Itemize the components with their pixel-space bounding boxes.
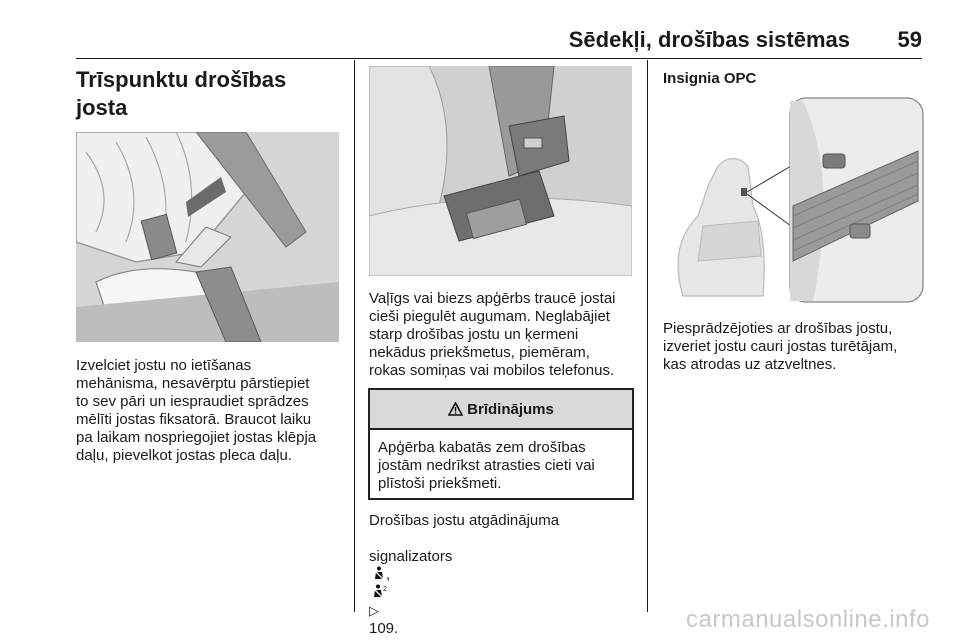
page-header-title: Sēdekļi, drošības sistēmas [568,27,850,52]
clothing-note: Vaļīgs vai biezs apģērbs traucē jostai cieši piegulēt augumam. Neglabājiet starp drošības jostu un ķermeni nekādus priekšmetus, piemēram, rokas somiņas vai mobilos telefonus. [369,290,616,379]
illustration-belt-buckle [369,66,632,276]
watermark-text: carmanualsonline.info [686,606,930,633]
page-reference-icon: ▷ [369,603,379,618]
section-heading: Trīspunktu drošības josta [76,67,287,120]
reminder-separator: , [386,566,391,583]
column-divider-left [354,60,355,612]
middle-column-body [369,290,637,380]
warning-box [368,388,634,500]
reminder-label: signalizators [369,548,453,565]
right-column-body [663,320,935,374]
reminder-line-1: Drošības jostu atgādinājuma [369,512,560,529]
warning-triangle-icon [448,402,463,416]
illustration-buckling-belt [76,132,339,342]
illustration-belt-guide [663,96,925,306]
belt-guide-instructions: Piesprādzējoties ar drošības jostu, izveriet jostu cauri jostas turētājam, kas atrodas uz atzveltnes. [663,320,898,373]
warning-header [370,390,632,430]
column-divider-right [647,60,648,612]
page-number: 59 [897,27,922,52]
reminder-line-2 [369,530,637,638]
variant-subheading: Insignia OPC [663,70,757,87]
header-rule [76,58,922,59]
reminder-section [369,512,637,638]
reminder-page-ref[interactable]: 109. [369,620,399,637]
warning-title: Brīdinājums [467,400,554,418]
seatbelt-reminder-icon [373,566,386,581]
warning-text: Apģērba kabatās zem drošības jostām nedrīkst atrasties cieti vai plīstoši priekšmeti. [378,439,595,492]
left-column-body [76,357,342,465]
buckling-instructions: Izvelciet jostu no ietīšanas mehānisma, nesavērptu pārstiepiet to sev pāri un iespraudiet sprādzes mēlīti jostas fiksatorā. Braucot laiku pa laikam nospriegojiet jostas klēpja daļu, pievelkot jostas pleca daļu. [76,357,317,464]
svg-text:2: 2 [383,586,387,593]
right-column [663,60,933,89]
seatbelt-reminder-rear-icon [372,584,389,599]
